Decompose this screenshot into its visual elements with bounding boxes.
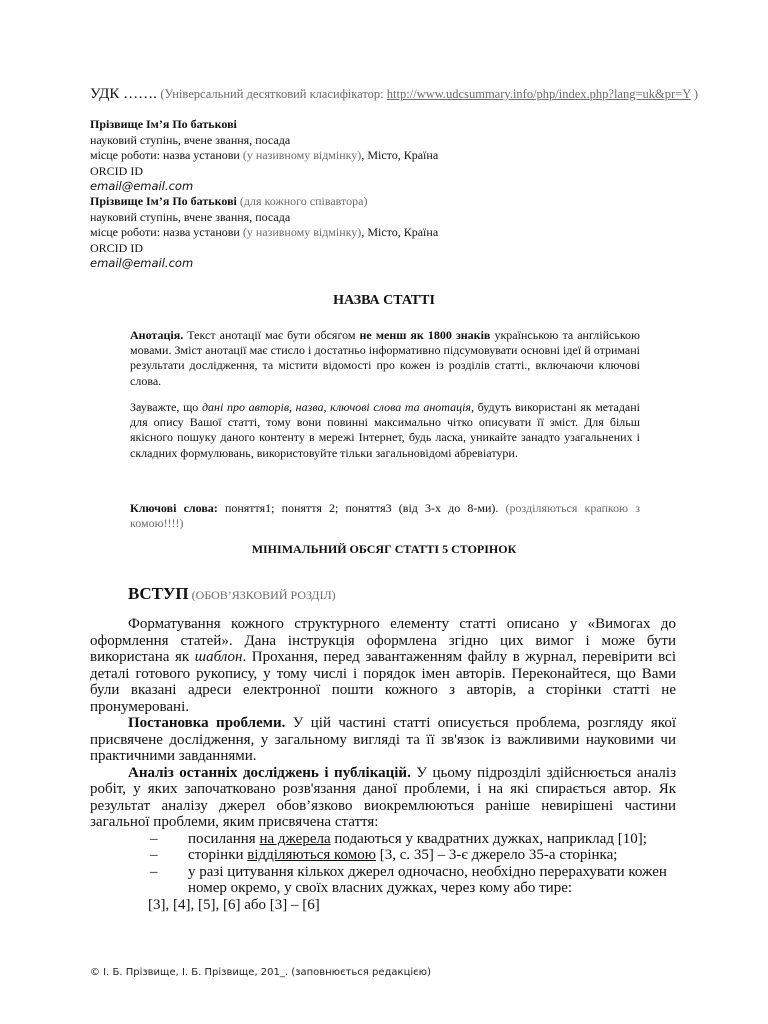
author-email: email@email.com	[90, 179, 194, 193]
abstract-label: Анотація.	[130, 328, 184, 342]
udk-line	[90, 86, 698, 103]
udk-note: (Універсальний десятковий класифікатор: http://www.udcsummary.info/php/index.php?lang=uk&pr=Y )	[160, 87, 699, 101]
keywords-note: (розділяються крапкою з комою!!!!)	[130, 501, 640, 531]
paragraph-problem: Постановка проблеми. У цій частині статті описується проблема, розгляду якої присвячене дослідження, у загальному вигляді та її зв'язок із важливими науковими чи практичними завданнями.	[90, 715, 676, 764]
abstract: Анотація. Текст анотації має бути обсягом не менш як 1800 знаків українською та англійською мовами. Зміст анотації має стисло і достатньо інформативно підсумовувати основні ідеї й отримані результати дослідження, та містити відомості про кожен із розділів статті., включаючи ключові слова.	[130, 328, 641, 388]
keywords-text: поняття1; поняття 2; поняття3 (від 3-х до 8-ми).	[217, 501, 499, 515]
author-email: email@email.com	[90, 256, 194, 270]
author-block-2	[90, 194, 438, 272]
keywords-label: Ключові слова:	[130, 501, 218, 515]
paragraph-formatting: Форматування кожного структурного елементу статті описано у «Вимогах до оформлення статей». Дана інструкція оформлена згідно цих вимог і може бути використана як шаблон. Прохання, перед завантаженням файлу в журнал, перевірити всі деталі готового рукопису, у тому числі і порядок імен авторів. Переконайтеся, що Вами були вказані адреси електронної пошти кожного з авторів, а сторінки статті не пронумеровані.	[90, 616, 676, 715]
intro-heading: ВСТУП (ОБОВ’ЯЗКОВИЙ РОЗДІЛ)	[128, 584, 336, 603]
list-item: – сторінки відділяються комою [3, с. 35] – 3-є джерело 35-а сторінка;	[150, 847, 618, 863]
min-volume-heading: МІНІМАЛЬНИЙ ОБСЯГ СТАТТІ 5 СТОРІНОК	[251, 542, 517, 556]
intro-note: (ОБОВ’ЯЗКОВИЙ РОЗДІЛ)	[188, 588, 336, 602]
author-orcid: ORCID ID	[90, 240, 143, 255]
paragraph-analysis: Аналіз останніх досліджень і публікацій. У цьому підрозділі здійснюється аналіз робіт, у яких започатковано розв'язання даної проблеми, і на які спирається автор. Як результат аналізу джерел обов’язково виокремлюються раніше невирішені частини загальної проблеми, яким присвячена стаття:	[90, 764, 676, 830]
refs-example: [3], [4], [5], [6] або [3] – [6]	[148, 896, 320, 913]
author-degree: науковий ступінь, вчене звання, посада	[90, 132, 291, 147]
author-work: місце роботи: назва установи (у називному відмінку), Місто, Країна	[90, 225, 439, 239]
abstract-note: Зауважте, що дані про авторів, назва, ключові слова та анотація, будуть використані як метадані для опису Вашої статті, тому вони повинні максимально чітко описувати її зміст. Для більш якісного пошуку даного контенту в мережі Інтернет, будь ласка, уникайте занадто узагальнених і складних формулювань, використовуйте тільки загальновідомі абревіатури.	[130, 400, 641, 460]
article-title: НАЗВА СТАТТІ	[333, 293, 435, 308]
author-name: Прізвище Ім’я По батькові	[90, 194, 237, 208]
footer-copyright: © І. Б. Прізвище, І. Б. Прізвище, 201_. (заповнюється редакцією)	[90, 967, 431, 978]
udk-label: УДК …….	[90, 86, 157, 102]
author-work: місце роботи: назва установи (у називному відмінку), Місто, Країна	[90, 148, 439, 162]
author-degree: науковий ступінь, вчене звання, посада	[90, 209, 291, 224]
keywords	[130, 501, 640, 531]
author-block-1	[90, 117, 438, 195]
author-name-note: (для кожного співавтора)	[236, 194, 368, 208]
udk-link[interactable]: http://www.udcsummary.info/php/index.php?lang=uk&pr=Y	[386, 87, 691, 101]
list-item: – посилання на джерела подаються у квадратних дужках, наприклад [10];	[150, 830, 647, 847]
citation-list	[90, 831, 676, 897]
author-name: Прізвище Ім’я По батькові	[90, 117, 237, 131]
body-text	[90, 616, 676, 913]
list-item: – у разі цитування кількох джерел одночасно, необхідно перерахувати кожен номер окремо, у своїх власних дужках, через кому або тире:	[150, 863, 667, 896]
author-orcid: ORCID ID	[90, 163, 143, 178]
